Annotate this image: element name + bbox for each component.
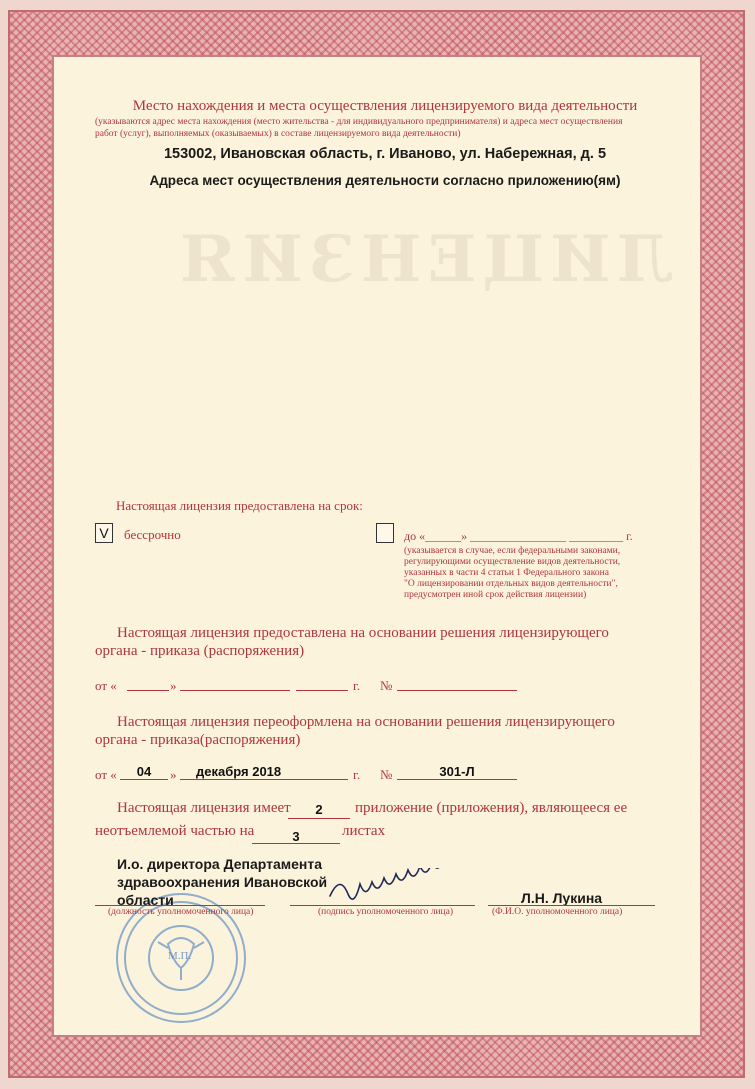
caption-signature: (подпись уполномоченного лица) — [318, 907, 454, 917]
activity-addresses-note: Адреса мест осуществления деятельности согласно приложению(ям) — [149, 173, 621, 188]
appendix-sheets-line — [252, 843, 340, 844]
reissue-close-quote: » — [170, 767, 177, 782]
grant-basis-line2: органа - приказа (распоряжения) — [95, 643, 305, 659]
term-label: Настоящая лицензия предоставлена на срок: — [116, 498, 363, 513]
signatory-name: Л.Н. Лукина — [521, 890, 603, 906]
caption-name: (Ф.И.О. уполномоченного лица) — [492, 907, 623, 917]
reissue-year-suffix: г. — [353, 767, 361, 782]
reissue-day-line — [120, 779, 168, 780]
address-section-title: Место нахождения и места осуществления лицензируемого вида деятельности — [132, 98, 638, 114]
until-checkbox — [376, 523, 394, 543]
grant-from-label: от « — [95, 678, 117, 693]
signatory-position: И.о. директора Департамента здравоохранения Ивановской области — [117, 856, 328, 908]
handwritten-signature — [325, 868, 520, 910]
name-line — [488, 905, 655, 906]
position-line — [95, 905, 265, 906]
grant-number-label: № — [380, 678, 393, 693]
grant-year-line — [296, 690, 348, 691]
signature-line — [290, 905, 475, 906]
reissue-basis-line1: Настоящая лицензия переоформлена на основании решения лицензирующего — [117, 714, 615, 730]
indefinite-label: бессрочно — [124, 527, 181, 542]
appendix-count: 2 — [315, 802, 323, 817]
reissue-number-line — [397, 779, 517, 780]
appendix-line2-before: неотъемлемой частью на — [95, 823, 255, 839]
reissue-basis-line2: органа - приказа(распоряжения) — [95, 732, 301, 748]
indefinite-checkbox: V — [95, 523, 113, 543]
reissue-month-year: декабря 2018 — [196, 764, 282, 779]
appendix-line2-after: листах — [342, 823, 386, 839]
until-note: (указывается в случае, если федеральными законами, регулирующими осуществление видов деятельности, указанных в части 4 статьи 1 Федерального закона "О лицензировании отдельных видов деятельности", предусмотрен иной срок действия лицензии) — [404, 546, 621, 600]
main-address: 153002, Ивановская область, г. Иваново, ул. Набережная, д. 5 — [163, 146, 607, 162]
reissue-date-line — [180, 779, 348, 780]
grant-number-line — [397, 690, 517, 691]
appendix-text-before: Настоящая лицензия имеет — [117, 800, 291, 816]
appendix-text-after: приложение (приложения), являющееся ее — [355, 800, 628, 816]
bleed-through-watermark: ЛИЦЕНЗИЯ — [174, 222, 674, 297]
grant-basis-line1: Настоящая лицензия предоставлена на основании решения лицензирующего — [117, 625, 609, 641]
reissue-day: 04 — [136, 764, 152, 779]
address-section-subtitle: (указываются адрес места нахождения (место жительства - для индивидуального предпринимателя) и адреса мест осуществления работ (услуг), выполняемых (оказываемых) в составе лицензируемого вида деятельности) — [95, 117, 623, 139]
appendix-count-line — [288, 818, 350, 819]
reissue-number: 301-Л — [439, 764, 475, 779]
appendix-sheets: 3 — [292, 829, 300, 844]
reissue-number-label: № — [380, 767, 393, 782]
grant-day-line — [127, 690, 169, 691]
caption-position: (должность уполномоченного лица) — [108, 907, 254, 917]
grant-month-line — [180, 690, 290, 691]
stamp-label: М.П. — [168, 950, 192, 962]
grant-year-suffix: г. — [353, 678, 361, 693]
until-date-field: до «______» ________________ _________ г. — [404, 529, 633, 543]
grant-close-quote: » — [170, 678, 177, 693]
reissue-from-label: от « — [95, 767, 117, 782]
